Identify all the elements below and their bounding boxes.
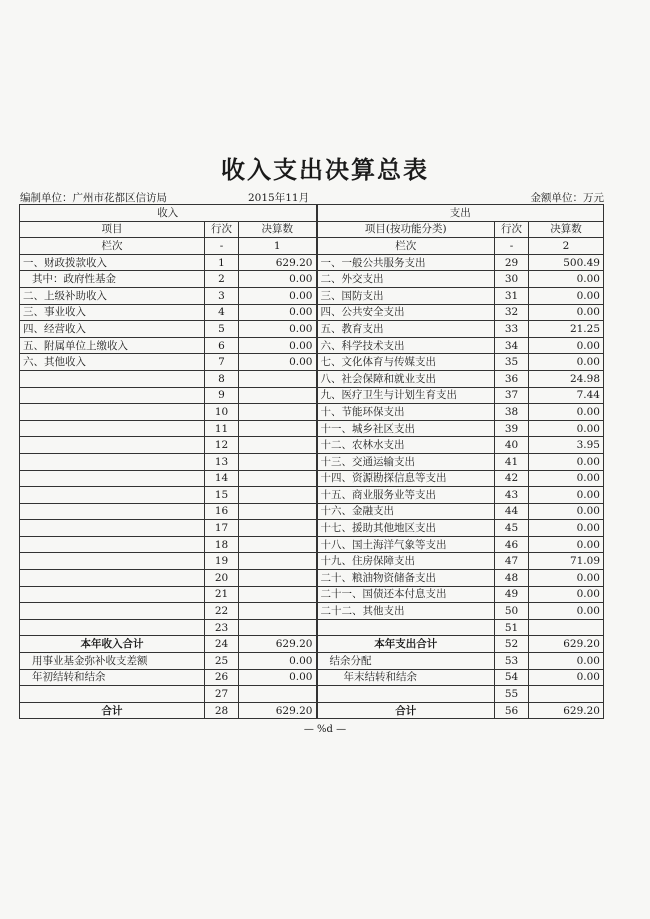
- expense-column-label: 栏次: [317, 238, 495, 255]
- income-line: 5: [205, 321, 239, 338]
- expense-line: 45: [495, 520, 529, 537]
- income-line: 2: [205, 271, 239, 288]
- income-line: 10: [205, 404, 239, 421]
- surplus-amount: 0.00: [529, 653, 604, 670]
- fund-gap-amount: 0.00: [239, 653, 317, 670]
- expense-amount: 0.00: [529, 453, 604, 470]
- expense-amount: 0.00: [529, 487, 604, 504]
- expense-total-amount: 629.20: [529, 636, 604, 653]
- income-line: 12: [205, 437, 239, 454]
- income-item: [20, 603, 205, 620]
- income-item: [20, 586, 205, 603]
- expense-item: 十七、援助其他地区支出: [317, 520, 495, 537]
- expense-item: 十九、住房保障支出: [317, 553, 495, 570]
- income-col-number: 1: [239, 238, 317, 255]
- expense-item: 十一、城乡社区支出: [317, 420, 495, 437]
- begin-carry-line: 26: [205, 669, 239, 686]
- expense-header: 支出: [317, 205, 604, 222]
- header-row-3: [20, 238, 604, 255]
- income-amount: 0.00: [239, 287, 317, 304]
- fund-gap-row: [20, 653, 604, 670]
- expense-amount: 500.49: [529, 254, 604, 271]
- expense-item-header: 项目(按功能分类): [317, 221, 495, 238]
- income-item-header: 项目: [20, 221, 205, 238]
- surplus-label: 结余分配: [317, 653, 495, 670]
- income-line: 11: [205, 420, 239, 437]
- header-row-1: [20, 205, 604, 222]
- table-row: [20, 520, 604, 537]
- report-date: 2015年11月: [248, 192, 310, 204]
- expense-total-line: 52: [495, 636, 529, 653]
- expense-line: 33: [495, 321, 529, 338]
- expense-line: 42: [495, 470, 529, 487]
- blank-row: [20, 686, 604, 703]
- grand-total-label-right: 合计: [317, 702, 495, 719]
- income-line: 19: [205, 553, 239, 570]
- expense-amount: 0.00: [529, 271, 604, 288]
- income-line: 17: [205, 520, 239, 537]
- income-item: 三、事业收入: [20, 304, 205, 321]
- income-item: [20, 553, 205, 570]
- table-row: [20, 354, 604, 371]
- expense-item: 八、社会保障和就业支出: [317, 370, 495, 387]
- fund-gap-label: 用事业基金弥补收支差额: [20, 653, 205, 670]
- end-carry-amount: 0.00: [529, 669, 604, 686]
- income-amount: [239, 404, 317, 421]
- income-amount: 0.00: [239, 321, 317, 338]
- expense-line: 46: [495, 536, 529, 553]
- expense-amount: 0.00: [529, 603, 604, 620]
- table-row: [20, 254, 604, 271]
- income-item: [20, 437, 205, 454]
- blank-cell: [317, 686, 495, 703]
- table-row: [20, 271, 604, 288]
- income-amount: [239, 437, 317, 454]
- table-row: [20, 453, 604, 470]
- expense-amount: 71.09: [529, 553, 604, 570]
- expense-amount: 0.00: [529, 404, 604, 421]
- expense-item: [317, 619, 495, 636]
- expense-item: 九、医疗卫生与计划生育支出: [317, 387, 495, 404]
- table-row: [20, 586, 604, 603]
- grand-total-row: [20, 702, 604, 719]
- income-item: [20, 420, 205, 437]
- expense-line: 43: [495, 487, 529, 504]
- income-item: [20, 453, 205, 470]
- income-amount: [239, 520, 317, 537]
- table-row: [20, 536, 604, 553]
- grand-total-label-left: 合计: [20, 702, 205, 719]
- expense-item: 十二、农林水支出: [317, 437, 495, 454]
- income-amount: [239, 420, 317, 437]
- income-amount: [239, 570, 317, 587]
- income-line: 13: [205, 453, 239, 470]
- table-row: [20, 503, 604, 520]
- income-line: 4: [205, 304, 239, 321]
- expense-amount: [529, 619, 604, 636]
- income-item: 其中：政府性基金: [20, 271, 205, 288]
- expense-item: 十四、资源勘探信息等支出: [317, 470, 495, 487]
- income-line: 7: [205, 354, 239, 371]
- table-row: [20, 570, 604, 587]
- expense-amount-header: 决算数: [529, 221, 604, 238]
- income-amount: [239, 387, 317, 404]
- expense-line: 31: [495, 287, 529, 304]
- income-line: 8: [205, 370, 239, 387]
- income-line: 14: [205, 470, 239, 487]
- expense-line: 48: [495, 570, 529, 587]
- table-row: [20, 337, 604, 354]
- blank-cell: [239, 686, 317, 703]
- income-amount: [239, 370, 317, 387]
- expense-amount: 0.00: [529, 586, 604, 603]
- income-dash: -: [205, 238, 239, 255]
- expense-line-header: 行次: [495, 221, 529, 238]
- expense-amount: 0.00: [529, 470, 604, 487]
- expense-item: 十八、国土海洋气象等支出: [317, 536, 495, 553]
- expense-amount: 0.00: [529, 337, 604, 354]
- total-row: [20, 636, 604, 653]
- income-line: 20: [205, 570, 239, 587]
- expense-line: 32: [495, 304, 529, 321]
- income-item: [20, 387, 205, 404]
- expense-amount: 0.00: [529, 287, 604, 304]
- income-amount-header: 决算数: [239, 221, 317, 238]
- expense-line: 47: [495, 553, 529, 570]
- income-amount: [239, 603, 317, 620]
- expense-line: 51: [495, 619, 529, 636]
- table-row: [20, 404, 604, 421]
- expense-item: 二十一、国债还本付息支出: [317, 586, 495, 603]
- expense-line: 49: [495, 586, 529, 603]
- expense-item: 二、外交支出: [317, 271, 495, 288]
- expense-item: 十六、金融支出: [317, 503, 495, 520]
- income-amount: [239, 453, 317, 470]
- expense-amount: 0.00: [529, 354, 604, 371]
- table-row: [20, 287, 604, 304]
- income-item: [20, 470, 205, 487]
- grand-total-amount-left: 629.20: [239, 702, 317, 719]
- table-row: [20, 603, 604, 620]
- income-amount: [239, 503, 317, 520]
- expense-line: 35: [495, 354, 529, 371]
- expense-item: 四、公共安全支出: [317, 304, 495, 321]
- expense-col-number: 2: [529, 238, 604, 255]
- income-item: [20, 520, 205, 537]
- income-item: 四、经营收入: [20, 321, 205, 338]
- expense-amount: 0.00: [529, 304, 604, 321]
- expense-item: 七、文化体育与传媒支出: [317, 354, 495, 371]
- income-line-header: 行次: [205, 221, 239, 238]
- surplus-line: 53: [495, 653, 529, 670]
- expense-line: 36: [495, 370, 529, 387]
- income-amount: 0.00: [239, 271, 317, 288]
- income-line: 21: [205, 586, 239, 603]
- expense-item: 五、教育支出: [317, 321, 495, 338]
- page-number: — %d —: [303, 724, 347, 735]
- money-unit: 金额单位：万元: [530, 192, 604, 204]
- fund-gap-line: 25: [205, 653, 239, 670]
- expense-item: 一、一般公共服务支出: [317, 254, 495, 271]
- income-line: 23: [205, 619, 239, 636]
- table-row: [20, 487, 604, 504]
- income-item: 六、其他收入: [20, 354, 205, 371]
- blank-line-right: 55: [495, 686, 529, 703]
- income-line: 6: [205, 337, 239, 354]
- table-row: [20, 619, 604, 636]
- income-amount: [239, 487, 317, 504]
- expense-amount: 0.00: [529, 570, 604, 587]
- grand-total-amount-right: 629.20: [529, 702, 604, 719]
- income-amount: 629.20: [239, 254, 317, 271]
- table-row: [20, 387, 604, 404]
- income-item: 五、附属单位上缴收入: [20, 337, 205, 354]
- income-item: 一、财政拨款收入: [20, 254, 205, 271]
- blank-cell: [529, 686, 604, 703]
- grand-total-line-left: 28: [205, 702, 239, 719]
- expense-line: 39: [495, 420, 529, 437]
- expense-amount: 7.44: [529, 387, 604, 404]
- expense-line: 50: [495, 603, 529, 620]
- expense-amount: 0.00: [529, 420, 604, 437]
- income-line: 15: [205, 487, 239, 504]
- income-amount: 0.00: [239, 337, 317, 354]
- expense-line: 40: [495, 437, 529, 454]
- income-line: 16: [205, 503, 239, 520]
- expense-line: 29: [495, 254, 529, 271]
- end-carry-line: 54: [495, 669, 529, 686]
- header-row-2: [20, 221, 604, 238]
- income-total-amount: 629.20: [239, 636, 317, 653]
- income-amount: [239, 553, 317, 570]
- compiling-unit: 编制单位：广州市花都区信访局: [20, 192, 167, 204]
- income-amount: [239, 619, 317, 636]
- income-item: [20, 487, 205, 504]
- expense-line: 37: [495, 387, 529, 404]
- table-row: [20, 437, 604, 454]
- expense-dash: -: [495, 238, 529, 255]
- expense-amount: 0.00: [529, 520, 604, 537]
- income-amount: [239, 586, 317, 603]
- income-amount: [239, 536, 317, 553]
- summary-body: [20, 636, 604, 719]
- income-amount: [239, 470, 317, 487]
- income-item: [20, 404, 205, 421]
- expense-amount: 0.00: [529, 536, 604, 553]
- income-amount: 0.00: [239, 354, 317, 371]
- income-item: [20, 536, 205, 553]
- table-row: [20, 553, 604, 570]
- table-row: [20, 370, 604, 387]
- expense-item: 二十二、其他支出: [317, 603, 495, 620]
- income-total-label: 本年收入合计: [20, 636, 205, 653]
- table-row: [20, 304, 604, 321]
- table-row: [20, 470, 604, 487]
- income-line: 22: [205, 603, 239, 620]
- income-header: 收入: [20, 205, 317, 222]
- expense-amount: 3.95: [529, 437, 604, 454]
- income-line: 18: [205, 536, 239, 553]
- table-row: [20, 321, 604, 338]
- income-item: [20, 619, 205, 636]
- expense-amount: 21.25: [529, 321, 604, 338]
- expense-item: 六、科学技术支出: [317, 337, 495, 354]
- expense-amount: 0.00: [529, 503, 604, 520]
- blank-line-left: 27: [205, 686, 239, 703]
- expense-line: 38: [495, 404, 529, 421]
- income-line: 3: [205, 287, 239, 304]
- income-line: 1: [205, 254, 239, 271]
- carry-row: [20, 669, 604, 686]
- expense-line: 30: [495, 271, 529, 288]
- income-item: 二、上级补助收入: [20, 287, 205, 304]
- expense-item: 二十、粮油物资储备支出: [317, 570, 495, 587]
- expense-line: 34: [495, 337, 529, 354]
- expense-line: 41: [495, 453, 529, 470]
- blank-cell: [20, 686, 205, 703]
- income-item: [20, 503, 205, 520]
- expense-item: 十、节能环保支出: [317, 404, 495, 421]
- expense-amount: 24.98: [529, 370, 604, 387]
- income-expense-table: [19, 204, 604, 719]
- income-column-label: 栏次: [20, 238, 205, 255]
- expense-item: 十三、交通运输支出: [317, 453, 495, 470]
- income-line: 9: [205, 387, 239, 404]
- income-item: [20, 570, 205, 587]
- income-total-line: 24: [205, 636, 239, 653]
- expense-item: 十五、商业服务业等支出: [317, 487, 495, 504]
- table-body: [20, 205, 604, 636]
- begin-carry-amount: 0.00: [239, 669, 317, 686]
- page-title: 收入支出决算总表: [221, 155, 429, 184]
- table-row: [20, 420, 604, 437]
- begin-carry-label: 年初结转和结余: [20, 669, 205, 686]
- expense-line: 44: [495, 503, 529, 520]
- end-carry-label: 年末结转和结余: [317, 669, 495, 686]
- expense-item: 三、国防支出: [317, 287, 495, 304]
- grand-total-line-right: 56: [495, 702, 529, 719]
- expense-total-label: 本年支出合计: [317, 636, 495, 653]
- income-amount: 0.00: [239, 304, 317, 321]
- income-item: [20, 370, 205, 387]
